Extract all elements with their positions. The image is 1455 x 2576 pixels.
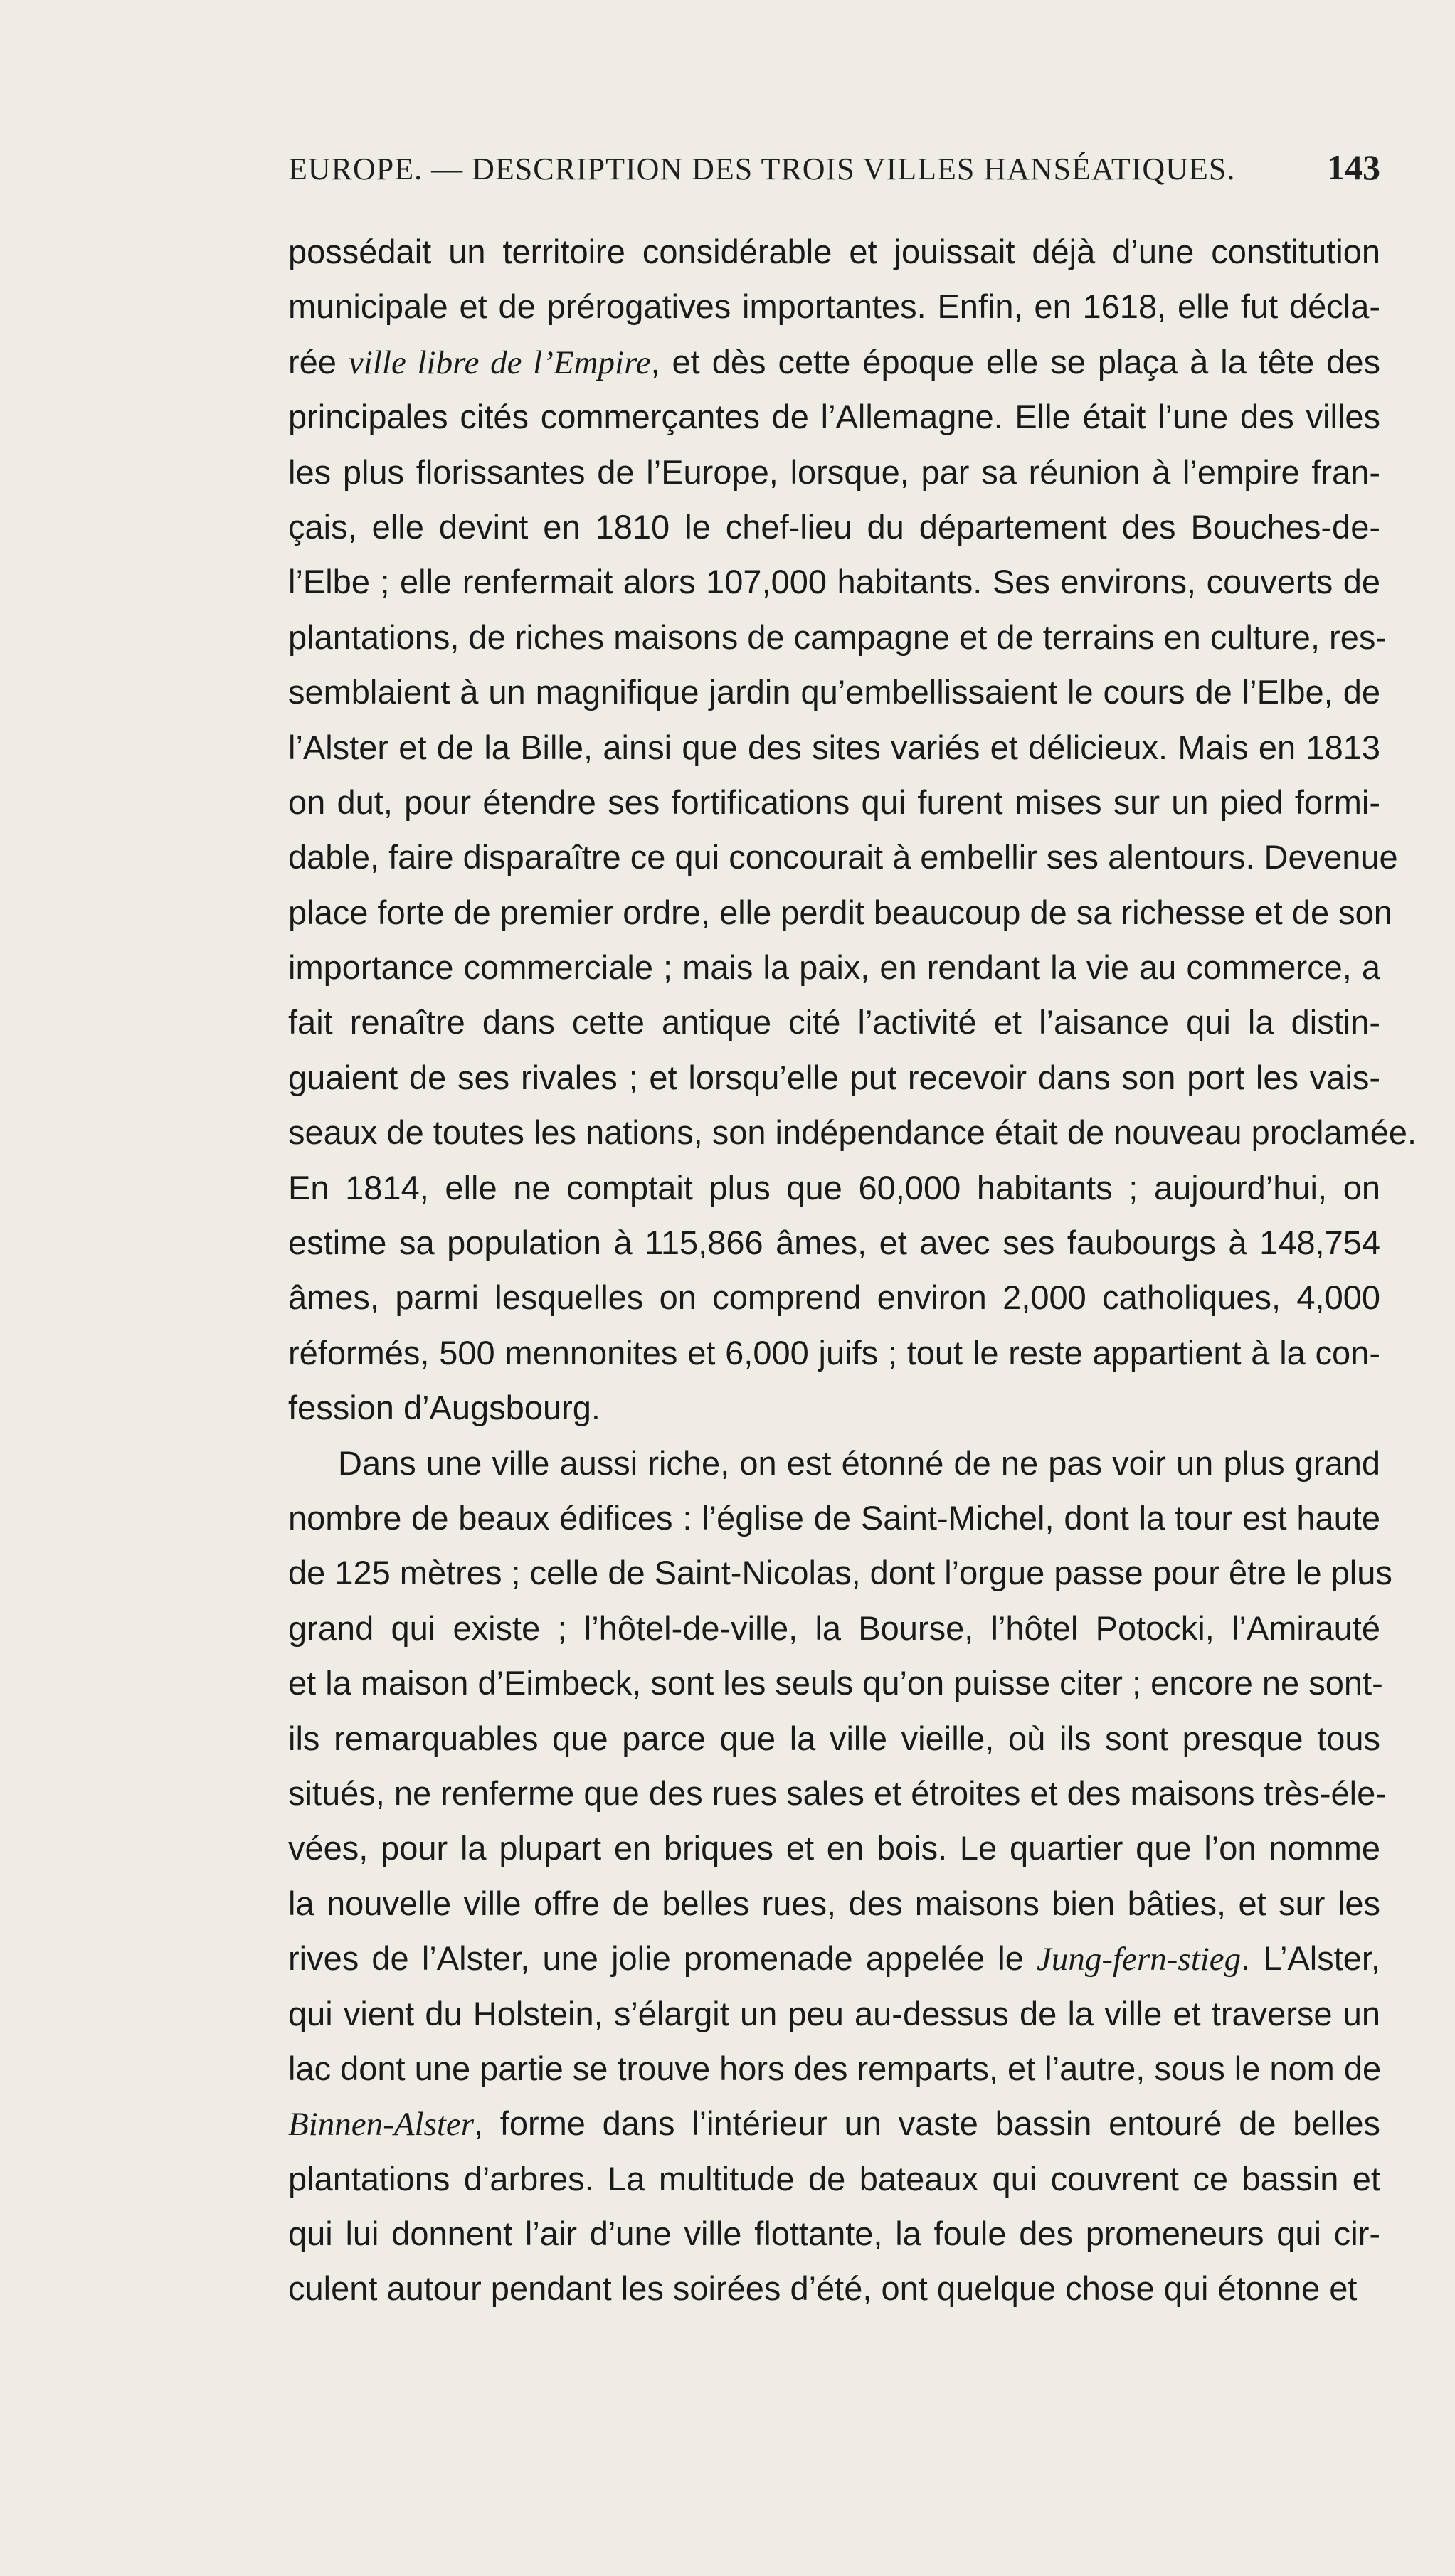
text-line: guaient de ses rivales ; et lorsqu’elle put recevoir dans son port les vais-: [288, 1058, 1380, 1096]
text-line: possédait un territoire considérable et jouissait déjà d’une constitution: [288, 233, 1380, 270]
italic-phrase: ville libre de l’Empire: [348, 344, 651, 381]
body-text: [288, 224, 1417, 2316]
text-line: lac dont une partie se trouve hors des remparts, et l’autre, sous le nom de: [288, 2049, 1382, 2087]
text-line: seaux de toutes les nations, son indépendance était de nouveau proclamée.: [288, 1113, 1417, 1152]
text-line: rives de l’Alster, une jolie promenade appelée le Jung-fern-stieg. L’Alster,: [288, 1939, 1380, 1978]
text-line: importance commerciale ; mais la paix, en rendant la vie au commerce, a: [288, 948, 1380, 987]
text-line: semblaient à un magnifique jardin qu’embellissaient le cours de l’Elbe, de: [288, 673, 1380, 711]
text-line: l’Alster et de la Bille, ainsi que des sites variés et délicieux. Mais en 1813: [288, 728, 1380, 766]
text-line: situés, ne renferme que des rues sales et étroites et des maisons très-éle-: [288, 1774, 1387, 1812]
text-line: place forte de premier ordre, elle perdit beaucoup de sa richesse et de son: [288, 893, 1392, 931]
text-line: l’Elbe ; elle renfermait alors 107,000 habitants. Ses environs, couverts de: [288, 563, 1380, 601]
text-line: et la maison d’Eimbeck, sont les seuls qu’on puisse citer ; encore ne sont-: [288, 1664, 1383, 1702]
italic-phrase: Jung-fern-stieg: [1037, 1941, 1242, 1978]
text-line: on dut, pour étendre ses fortifications qui furent mises sur un pied formi-: [288, 783, 1380, 821]
text-line: dable, faire disparaître ce qui concourait à embellir ses alentours. Devenue: [288, 838, 1398, 876]
page-number: 143: [1327, 147, 1380, 187]
text-line: âmes, parmi lesquelles on comprend environ 2,000 catholiques, 4,000: [288, 1278, 1380, 1317]
text-line: municipale et de prérogatives importantes. Enfin, en 1618, elle fut décla-: [288, 287, 1380, 326]
text-line: plantations d’arbres. La multitude de bateaux qui couvrent ce bassin et: [288, 2159, 1380, 2198]
text-line: les plus florissantes de l’Europe, lorsque, par sa réunion à l’empire fran-: [288, 452, 1380, 491]
text-line: çais, elle devint en 1810 le chef-lieu du département des Bouches-de-: [288, 507, 1380, 546]
text-line: principales cités commerçantes de l’Allemagne. Elle était l’une des villes: [288, 398, 1380, 436]
text-line: grand qui existe ; l’hôtel-de-ville, la Bourse, l’hôtel Potocki, l’Amirauté: [288, 1608, 1380, 1647]
text-line: la nouvelle ville offre de belles rues, des maisons bien bâties, et sur les: [288, 1884, 1380, 1922]
text-line: nombre de beaux édifices : l’église de Saint-Michel, dont la tour est haute: [288, 1498, 1380, 1537]
page-header: [288, 147, 1380, 201]
text-line: de 125 mètres ; celle de Saint-Nicolas, dont l’orgue passe pour être le plus: [288, 1554, 1392, 1592]
text-line: plantations, de riches maisons de campagne et de terrains en culture, res-: [288, 618, 1387, 656]
text-line: En 1814, elle ne comptait plus que 60,000 habitants ; aujourd’hui, on: [288, 1168, 1380, 1207]
text-line: Binnen-Alster, forme dans l’intérieur un vaste bassin entouré de belles: [288, 2104, 1380, 2143]
running-title: EUROPE. — DESCRIPTION DES TROIS VILLES HANSÉATIQUES.: [288, 152, 1236, 186]
text-line: fession d’Augsbourg.: [288, 1389, 600, 1427]
text-line: vées, pour la plupart en briques et en bois. Le quartier que l’on nomme: [288, 1829, 1380, 1867]
text-line: qui vient du Holstein, s’élargit un peu au-dessus de la ville et traverse un: [288, 1994, 1380, 2032]
text-line: Dans une ville aussi riche, on est étonné de ne pas voir un plus grand: [338, 1443, 1380, 1482]
text-line: culent autour pendant les soirées d’été, ont quelque chose qui étonne et: [288, 2269, 1358, 2308]
text-line: ils remarquables que parce que la ville vieille, où ils sont presque tous: [288, 1719, 1380, 1757]
text-line: rée ville libre de l’Empire, et dès cette époque elle se plaça à la tête des: [288, 342, 1380, 381]
text-line: fait renaître dans cette antique cité l’activité et l’aisance qui la distin-: [288, 1003, 1380, 1041]
text-line: qui lui donnent l’air d’une ville flottante, la foule des promeneurs qui cir-: [288, 2215, 1380, 2253]
text-line: réformés, 500 mennonites et 6,000 juifs ; tout le reste appartient à la con-: [288, 1333, 1380, 1372]
text-line: estime sa population à 115,866 âmes, et avec ses faubourgs à 148,754: [288, 1224, 1380, 1262]
italic-phrase: Binnen-Alster: [288, 2106, 475, 2143]
